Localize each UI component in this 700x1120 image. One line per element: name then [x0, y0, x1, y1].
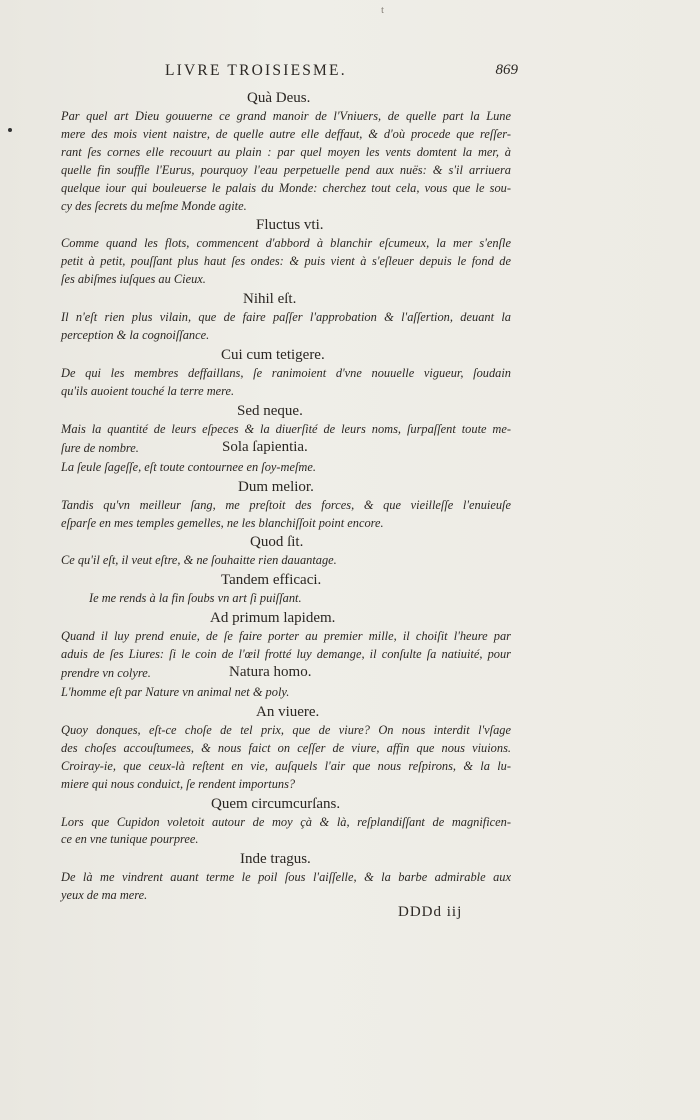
text-line: ſure de nombre.	[61, 440, 139, 455]
running-head: LIVRE TROISIESME.	[165, 62, 347, 79]
text-line: L'homme eſt par Nature vn animal net & poly.	[61, 685, 290, 700]
page-number: 869	[495, 62, 518, 78]
paragraph	[61, 722, 511, 794]
text-line: Comme quand les flots, commencent d'abbord à blanchir eſcumeux, la mer s'enſle	[61, 236, 511, 251]
text-line: aduis de ſes Liures: ſi le coin de l'œil frotté luy demange, il conſulte ſa natiuité, pour	[61, 647, 511, 662]
text-line: quelque iour qui bouleuerse le palais du Monde: cherchez tout cela, vous que le sou-	[61, 180, 511, 195]
section-heading: Quem circumcurſans.	[211, 795, 341, 812]
text-line: prendre vn colyre.	[61, 666, 151, 681]
text-line: De là me vindrent auant terme le poil ſous l'aiſſelle, & la barbe admirable aux	[61, 870, 511, 885]
text-line: Quoy donques, eſt-ce choſe de tel prix, que de viure? On nous interdit l'vſage	[61, 722, 511, 737]
section-heading: Quod ſit.	[250, 534, 304, 551]
section-heading: Sola ſapientia.	[222, 438, 308, 455]
top-tick-mark: t	[381, 4, 385, 16]
text-line: ſes abiſmes iuſques au Cieux.	[61, 272, 206, 287]
text-line: Quand il luy prend enuie, de ſe faire porter au premier mille, il choiſit l'heure par	[61, 629, 511, 644]
signature-mark: DDDd iij	[398, 904, 463, 920]
text-line: Mais la quantité de leurs eſpeces & la diuerſité de leurs noms, ſurpaſſent toute me-	[61, 421, 511, 436]
text-line: rant ſes cornes elle recouurt au plain : par quel moyen les vents domtent la mer, à	[61, 144, 511, 159]
section-heading: Cui cum tetigere.	[221, 346, 325, 363]
paragraph	[61, 421, 511, 439]
section-heading: Tandem efficaci.	[221, 572, 322, 589]
text-line: quelle fin souffle l'Eurus, pourquoy l'eau perpetuelle pend aux nuës: & s'il arriuera	[61, 162, 511, 177]
text-line: Ie me rends à la fin ſoubs vn art ſi puiſſant.	[89, 591, 302, 606]
page-body	[61, 88, 511, 906]
section-heading: An viuere.	[256, 703, 320, 720]
section-heading: Fluctus vti.	[256, 217, 324, 234]
paragraph-with-heading	[61, 665, 511, 683]
text-line: ce en vne tunique pourpree.	[61, 832, 199, 847]
paragraph	[61, 814, 511, 850]
paragraph	[61, 235, 511, 289]
text-line: cy des ſecrets du meſme Monde agite.	[61, 198, 247, 213]
text-line: yeux de ma mere.	[61, 888, 148, 903]
paragraph	[61, 309, 511, 345]
paragraph-with-heading	[61, 440, 511, 458]
text-line: Tandis qu'vn meilleur ſang, me preſtoit des forces, & que vieilleſſe l'enuieuſe	[61, 497, 511, 512]
text-line: petit à petit, pouſſant plus haut ſes ondes: & puis vient à s'eſleuer depuis le fond de	[61, 254, 511, 269]
paragraph	[61, 869, 511, 905]
text-line: qu'ils auoient touché la terre mere.	[61, 383, 235, 398]
section-heading: Sed neque.	[237, 402, 303, 419]
text-line: La ſeule ſageſſe, eſt toute contournee en ſoy-meſme.	[61, 459, 316, 474]
margin-ink-dot	[8, 128, 12, 132]
section-heading: Dum melior.	[238, 478, 314, 495]
paragraph	[61, 497, 511, 533]
paragraph	[61, 459, 511, 477]
paragraph	[61, 590, 511, 608]
paragraph	[61, 108, 511, 215]
paragraph	[61, 628, 511, 664]
section-heading: Natura homo.	[229, 664, 312, 681]
text-line: Par quel art Dieu gouuerne ce grand manoir de l'Vniuers, de quelle part la Lune	[61, 109, 511, 123]
page-header	[165, 62, 518, 84]
text-line: mere des mois vient naistre, de quelle autre elle deffaut, & d'où procede que reſſer-	[61, 126, 511, 141]
text-line: eſparſe en mes temples gemelles, ne les blanchiſſoit point encore.	[61, 515, 384, 530]
text-line: miere qui nous conduict, ſe rendent importuns?	[61, 776, 296, 791]
paragraph	[61, 552, 511, 570]
text-line: De qui les membres deffaillans, ſe ranimoient d'vne nouuelle vigueur, ſoudain	[61, 365, 511, 380]
text-line: Ce qu'il eſt, il veut eſtre, & ne ſouhaitte rien dauantage.	[61, 553, 337, 568]
text-line: Il n'eſt rien plus vilain, que de faire paſſer l'approbation & l'aſſertion, deuant la	[61, 310, 511, 325]
text-line: perception & la cognoiſſance.	[61, 328, 210, 343]
text-line: Lors que Cupidon voletoit autour de moy çà & là, reſplandiſſant de magnificen-	[61, 814, 511, 829]
text-line: Croiray-ie, que ceux-là reſtent en vie, auſquels l'air que nous reſpirons, & la lu-	[61, 758, 511, 773]
text-line: des choſes accouſtumees, & nous faict on ceſſer de viure, affin que nous viuions.	[61, 740, 511, 755]
section-heading: Ad primum lapidem.	[210, 610, 336, 627]
section-heading: Quà Deus.	[247, 90, 311, 106]
paragraph	[61, 684, 511, 702]
section-heading: Nihil eſt.	[243, 291, 297, 308]
paragraph	[61, 365, 511, 401]
section-heading: Inde tragus.	[240, 851, 311, 868]
